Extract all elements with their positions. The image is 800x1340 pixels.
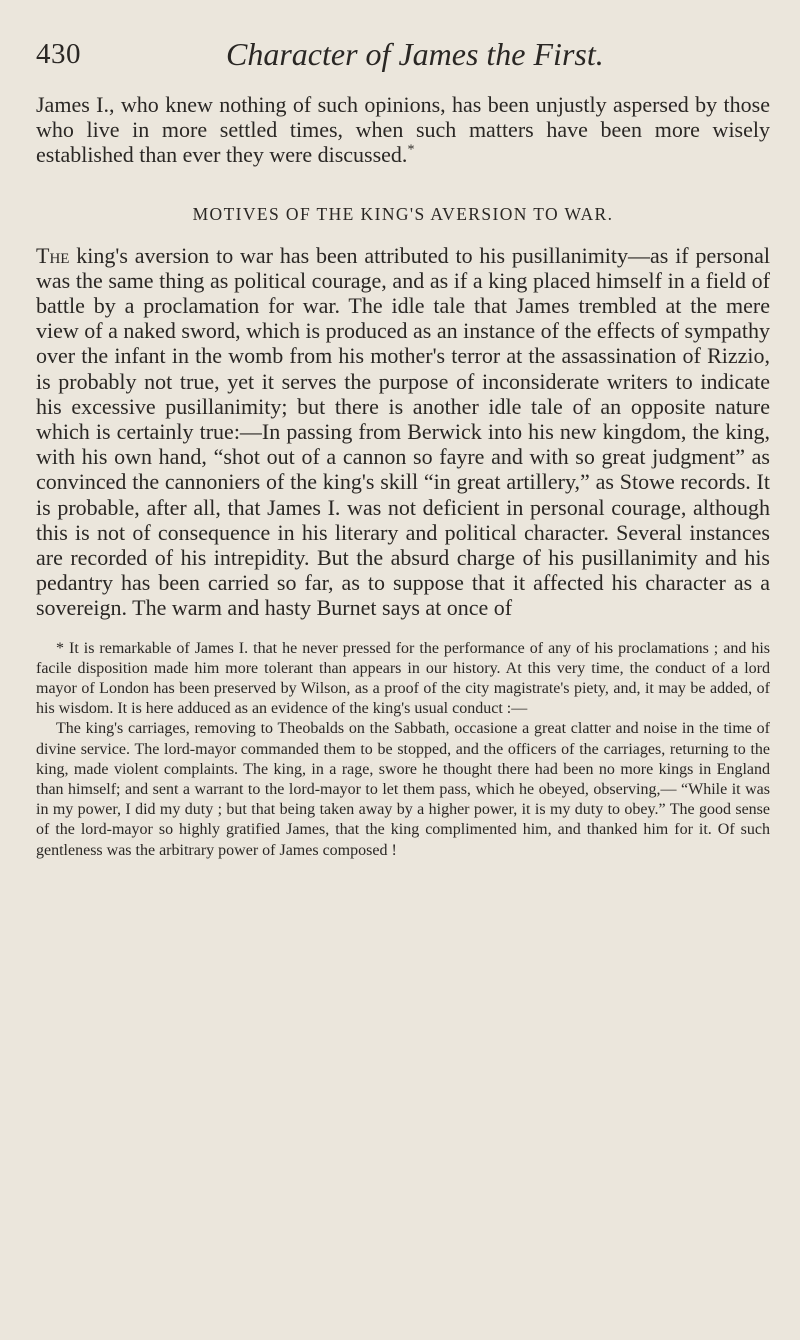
- section-body-paragraph: [36, 243, 770, 621]
- footnotes: [36, 639, 770, 861]
- footnote-reference: *: [407, 143, 415, 159]
- running-head: [36, 34, 770, 74]
- running-title: Character of James the First.: [226, 36, 604, 72]
- footnote-continuation: The king's carriages, removing to Theobalds on the Sabbath, occasione a great clatter and noise in the time of divine service. The lord-mayor commanded them to be stopped, and the officers of the carriages, returning to the king, made violent complaints. The king, in a rage, swore he thought there had been no more kings in England than himself; and sent a warrant to the lord-mayor to let them pass, which he obeyed, observing,— “While it was in my power, I did my duty ; but that being taken away by a higher power, it is my duty to obey.” The good sense of the lord-mayor so highly gratified James, that the king complimented him, and thanked him for it. Of such gentleness was the arbitrary power of James composed !: [36, 720, 770, 859]
- section-heading: MOTIVES OF THE KING'S AVERSION TO WAR.: [192, 203, 614, 224]
- page-number: 430: [36, 38, 81, 70]
- intro-paragraph-text: James I., who knew nothing of such opinions, has been unjustly aspersed by those who live in more settled times, when such matters have been more wisely established than ever they were discussed.: [36, 92, 770, 168]
- footnote: * It is remarkable of James I. that he never pressed for the performance of any of his proclamations ; and his facile disposition made him more tolerant than appears in our history. At this very time, the conduct of a lord mayor of London has been preserved by Wilson, as a proof of the city magistrate's piety, and, it may be added, of his wisdom. It is here adduced as an evidence of the king's usual conduct :—: [36, 639, 770, 718]
- intro-paragraph: [36, 92, 770, 168]
- lead-word: The: [36, 242, 70, 268]
- section-body-text: king's aversion to war has been attributed to his pusillanimity—as if personal was the same thing as political courage, and as if a king placed himself in a field of battle by a proclamation for war. The idle tale that James trembled at the mere view of a naked sword, which is produced as an instance of the effects of sympathy over the infant in the womb from his mother's terror at the assassination of Rizzio, is probably not true, yet it serves the purpose of inconsiderate writers to indicate his excessive pusillanimity; but there is another idle tale of an opposite nature which is certainly true:—In passing from Berwick into his new kingdom, the king, with his own hand, “shot out of a cannon so fayre and with so great judgment” as convinced the cannoniers of the king's skill “in great artillery,” as Stowe records. It is probable, after all, that James I. was not deficient in personal courage, although this is not of consequence in his literary and political character. Several instances are recorded of his intrepidity. But the absurd charge of his pusillanimity and his pedantry has been carried so far, as to suppose that it affected his character as a sovereign. The warm and hasty Burnet says at once of: [36, 242, 770, 621]
